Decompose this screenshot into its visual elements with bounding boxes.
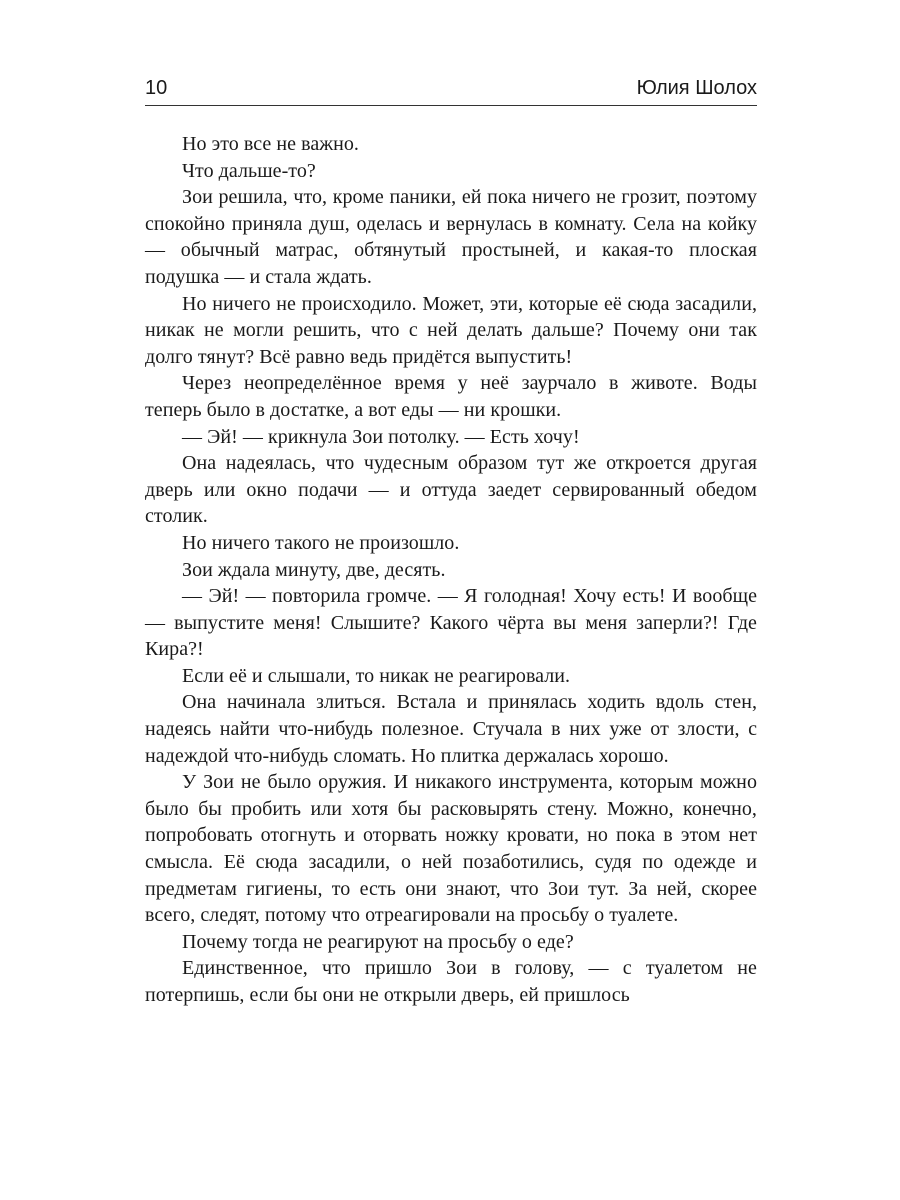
header-rule bbox=[145, 105, 757, 106]
running-head bbox=[145, 74, 757, 102]
paragraph: Зои ждала минуту, две, десять. bbox=[182, 558, 446, 581]
paragraph: Она надеялась, что чудесным образом тут же откроется другая дверь или окно подачи — и оттуда заедет сервированный обедом столик. bbox=[145, 452, 757, 528]
paragraph: Но ничего такого не произошло. bbox=[182, 531, 460, 554]
paragraph: У Зои не было оружия. И никакого инструмента, которым можно было бы пробить или хотя бы расковырять стену. Можно, конечно, попробовать отогнуть и оторвать ножку кровати, но пока в этом нет смысла. Её сюда засадили, о ней позаботились, судя по одежде и предметам гигиены, то есть они знают, что Зои тут. За ней, скорее всего, следят, потому что отреагировали на просьбу о туалете. bbox=[145, 771, 757, 927]
paragraph: Почему тогда не реагируют на просьбу о еде? bbox=[182, 930, 574, 953]
running-title-author: Юлия Шолох bbox=[636, 77, 757, 99]
page-number: 10 bbox=[145, 77, 168, 99]
paragraph: Если её и слышали, то никак не реагировали. bbox=[182, 664, 571, 687]
paragraph: Что дальше-то? bbox=[182, 159, 316, 182]
body-text bbox=[145, 131, 757, 1009]
paragraph: — Эй! — повторила громче. — Я голодная! Хочу есть! И вообще — выпустите меня! Слышите? Какого чёрта вы меня заперли?! Где Кира?! bbox=[145, 585, 757, 661]
paragraph: Она начинала злиться. Встала и принялась ходить вдоль стен, надеясь найти что-нибудь полезное. Стучала в них уже от злости, с надеждой что-нибудь сломать. Но плитка держалась хорошо. bbox=[145, 691, 757, 767]
paragraph: Но это все не важно. bbox=[182, 133, 359, 155]
paragraph: — Эй! — крикнула Зои потолку. — Есть хочу! bbox=[182, 425, 580, 448]
paragraph: Единственное, что пришло Зои в голову, — с туалетом не потерпишь, если бы они не открыли дверь, ей пришлось bbox=[145, 957, 757, 1006]
paragraph: Зои решила, что, кроме паники, ей пока ничего не грозит, поэтому спокойно приняла душ, оделась и вернулась в комнату. Села на койку — обычный матрас, обтянутый простыней, и какая-то плоская подушка — и стала ждать. bbox=[145, 186, 757, 288]
paragraph: Через неопределённое время у неё заурчало в животе. Воды теперь было в достатке, а вот еды — ни крошки. bbox=[145, 372, 757, 421]
paragraph: Но ничего не происходило. Может, эти, которые её сюда засадили, никак не могли решить, что с ней делать дальше? Почему они так долго тянут? Всё равно ведь придётся выпустить! bbox=[145, 292, 757, 368]
